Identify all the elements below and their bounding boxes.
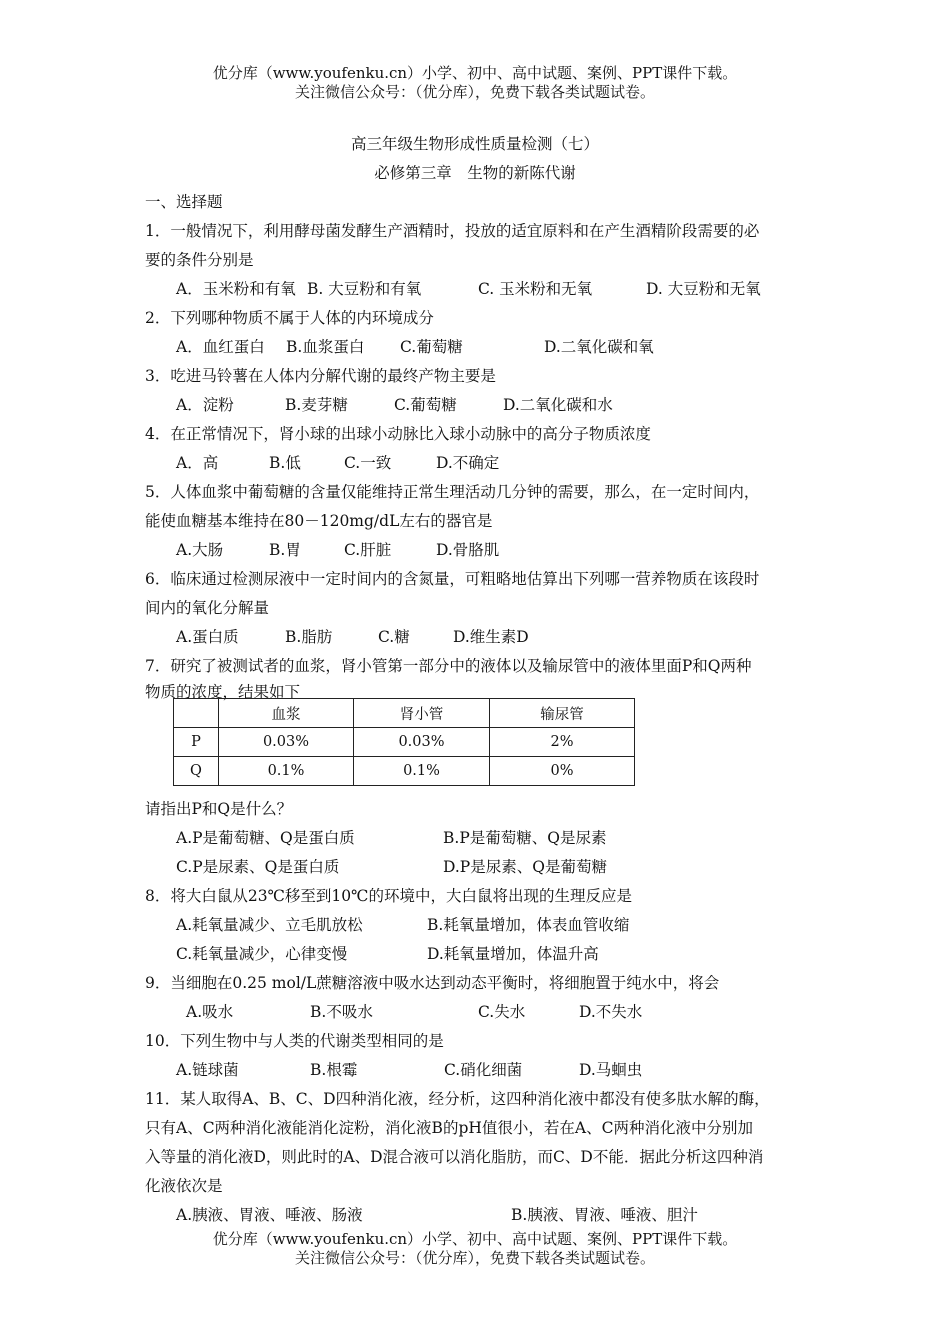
q8-option-a: A.耗氧量减少、立毛肌放松 <box>176 916 363 934</box>
q7-stem-line-1: 7．研究了被测试者的血浆，肾小管第一部分中的液体以及输尿管中的液体里面P和Q两种 <box>145 657 752 675</box>
table-cell: 0.1% <box>354 757 490 786</box>
q11-option-b: B.胰液、胃液、唾液、胆汁 <box>511 1206 698 1224</box>
q6-option-c: C.糖 <box>378 628 410 646</box>
q8-stem: 8．将大白鼠从23℃移至到10℃的环境中，大白鼠将出现的生理反应是 <box>145 887 632 905</box>
q1-option-d: D. 大豆粉和无氧 <box>646 280 761 298</box>
header-line-2: 关注微信公众号：（优分库），免费下载各类试题试卷。 <box>294 83 655 101</box>
q7-option-c: C.P是尿素、Q是蛋白质 <box>176 858 340 876</box>
q6-option-d: D.维生素D <box>453 628 529 646</box>
q5-option-b: B.胃 <box>269 541 301 559</box>
header-line-1: 优分库（www.youfenku.cn）小学、初中、高中试题、案例、PPT课件下载。 <box>212 64 738 82</box>
q7-option-a: A.P是葡萄糖、Q是蛋白质 <box>176 829 355 847</box>
q7-option-b: B.P是葡萄糖、Q是尿素 <box>443 829 607 847</box>
footer-line-1: 优分库（www.youfenku.cn）小学、初中、高中试题、案例、PPT课件下载。 <box>212 1230 738 1248</box>
q11-stem-line-2: 只有A、C两种消化液能消化淀粉，消化液B的pH值很小，若在A、C两种消化液中分别加 <box>145 1119 753 1137</box>
q5-option-c: C.肝脏 <box>344 541 392 559</box>
q10-option-a: A.链球菌 <box>176 1061 239 1079</box>
q6-option-a: A.蛋白质 <box>176 628 239 646</box>
q5-stem-line-1: 5．人体血浆中葡萄糖的含量仅能维持正常生理活动几分钟的需要，那么，在一定时间内， <box>145 483 760 501</box>
exam-subtitle: 必修第三章 生物的新陈代谢 <box>374 164 576 182</box>
table-cell: 2% <box>490 728 635 757</box>
table-cell: P <box>174 728 219 757</box>
q11-stem-line-3: 入等量的消化液D，则此时的A、D混合液可以消化脂肪，而C、D不能．据此分析这四种消 <box>145 1148 764 1166</box>
q4-stem: 4．在正常情况下，肾小球的出球小动脉比入球小动脉中的高分子物质浓度 <box>145 425 651 443</box>
q9-stem: 9．当细胞在0.25 mol/L蔗糖溶液中吸水达到动态平衡时，将细胞置于纯水中，将会 <box>145 974 720 992</box>
exam-title: 高三年级生物形成性质量检测（七） <box>350 135 599 153</box>
table-header-cell <box>174 699 219 728</box>
q3-option-c: C.葡萄糖 <box>394 396 457 414</box>
q10-option-c: C.硝化细菌 <box>444 1061 523 1079</box>
q7-question: 请指出P和Q是什么？ <box>145 800 293 818</box>
table-header-row <box>174 699 635 728</box>
table-row <box>174 728 635 757</box>
table-cell: 0.03% <box>354 728 490 757</box>
q10-option-b: B.根霉 <box>310 1061 358 1079</box>
q4-option-a: A．高 <box>176 454 219 472</box>
section-heading: 一、选择题 <box>145 193 223 211</box>
q2-option-c: C.葡萄糖 <box>400 338 463 356</box>
q7-option-d: D.P是尿素、Q是葡萄糖 <box>443 858 607 876</box>
table-cell: 0.03% <box>219 728 354 757</box>
table-row <box>174 757 635 786</box>
q6-stem-line-1: 6．临床通过检测尿液中一定时间内的含氮量，可粗略地估算出下列哪一营养物质在该段时 <box>145 570 760 588</box>
footer-line-2: 关注微信公众号：（优分库），免费下载各类试题试卷。 <box>294 1249 655 1267</box>
q3-option-d: D.二氧化碳和水 <box>503 396 613 414</box>
q4-option-b: B.低 <box>269 454 301 472</box>
table-header-cell: 血浆 <box>219 699 354 728</box>
q4-option-c: C.一致 <box>344 454 392 472</box>
q8-option-c: C.耗氧量减少，心律变慢 <box>176 945 348 963</box>
table-cell: Q <box>174 757 219 786</box>
q2-option-d: D.二氧化碳和氧 <box>544 338 654 356</box>
q5-stem-line-2: 能使血糖基本维持在80－120mg/dL左右的器官是 <box>145 512 493 530</box>
q4-option-d: D.不确定 <box>436 454 500 472</box>
q1-stem-line-2: 要的条件分别是 <box>145 251 254 269</box>
q7-stem-line-2: 物质的浓度，结果如下 <box>145 683 301 701</box>
q3-stem: 3．吃进马铃薯在人体内分解代谢的最终产物主要是 <box>145 367 496 385</box>
q5-option-d: D.骨胳肌 <box>436 541 500 559</box>
table-header-cell: 肾小管 <box>354 699 490 728</box>
q10-stem: 10．下列生物中与人类的代谢类型相同的是 <box>145 1032 444 1050</box>
q3-option-a: A．淀粉 <box>176 396 234 414</box>
q1-option-b: B. 大豆粉和有氧 <box>307 280 422 298</box>
q6-stem-line-2: 间内的氧化分解量 <box>145 599 270 617</box>
page-footer <box>0 1230 950 1268</box>
q6-option-b: B.脂肪 <box>285 628 333 646</box>
table-cell: 0% <box>490 757 635 786</box>
table-cell: 0.1% <box>219 757 354 786</box>
q1-option-c: C. 玉米粉和无氧 <box>478 280 593 298</box>
q2-option-a: A．血红蛋白 <box>176 338 265 356</box>
q9-option-a: A.吸水 <box>186 1003 234 1021</box>
q2-option-b: B.血浆蛋白 <box>286 338 365 356</box>
q2-stem: 2．下列哪种物质不属于人体的内环境成分 <box>145 309 434 327</box>
page-header <box>0 64 950 102</box>
table-header-cell: 输尿管 <box>490 699 635 728</box>
q11-stem-line-1: 11．某人取得A、B、C、D四种消化液，经分析，这四种消化液中都没有使多肽水解的酶， <box>145 1090 770 1108</box>
q11-option-a: A.胰液、胃液、唾液、肠液 <box>176 1206 363 1224</box>
q8-option-b: B.耗氧量增加，体表血管收缩 <box>427 916 630 934</box>
q9-option-d: D.不失水 <box>579 1003 643 1021</box>
q10-option-d: D.马蛔虫 <box>579 1061 643 1079</box>
q8-option-d: D.耗氧量增加，体温升高 <box>427 945 599 963</box>
q3-option-b: B.麦芽糖 <box>285 396 348 414</box>
q1-option-a: A．玉米粉和有氧 <box>176 280 296 298</box>
q9-option-c: C.失水 <box>478 1003 526 1021</box>
q5-option-a: A.大肠 <box>176 541 224 559</box>
q9-option-b: B.不吸水 <box>310 1003 373 1021</box>
q11-stem-line-4: 化液依次是 <box>145 1177 223 1195</box>
concentration-table <box>173 698 635 786</box>
q1-stem-line-1: 1．一般情况下，利用酵母菌发酵生产酒精时，投放的适宜原料和在产生酒精阶段需要的必 <box>145 222 760 240</box>
